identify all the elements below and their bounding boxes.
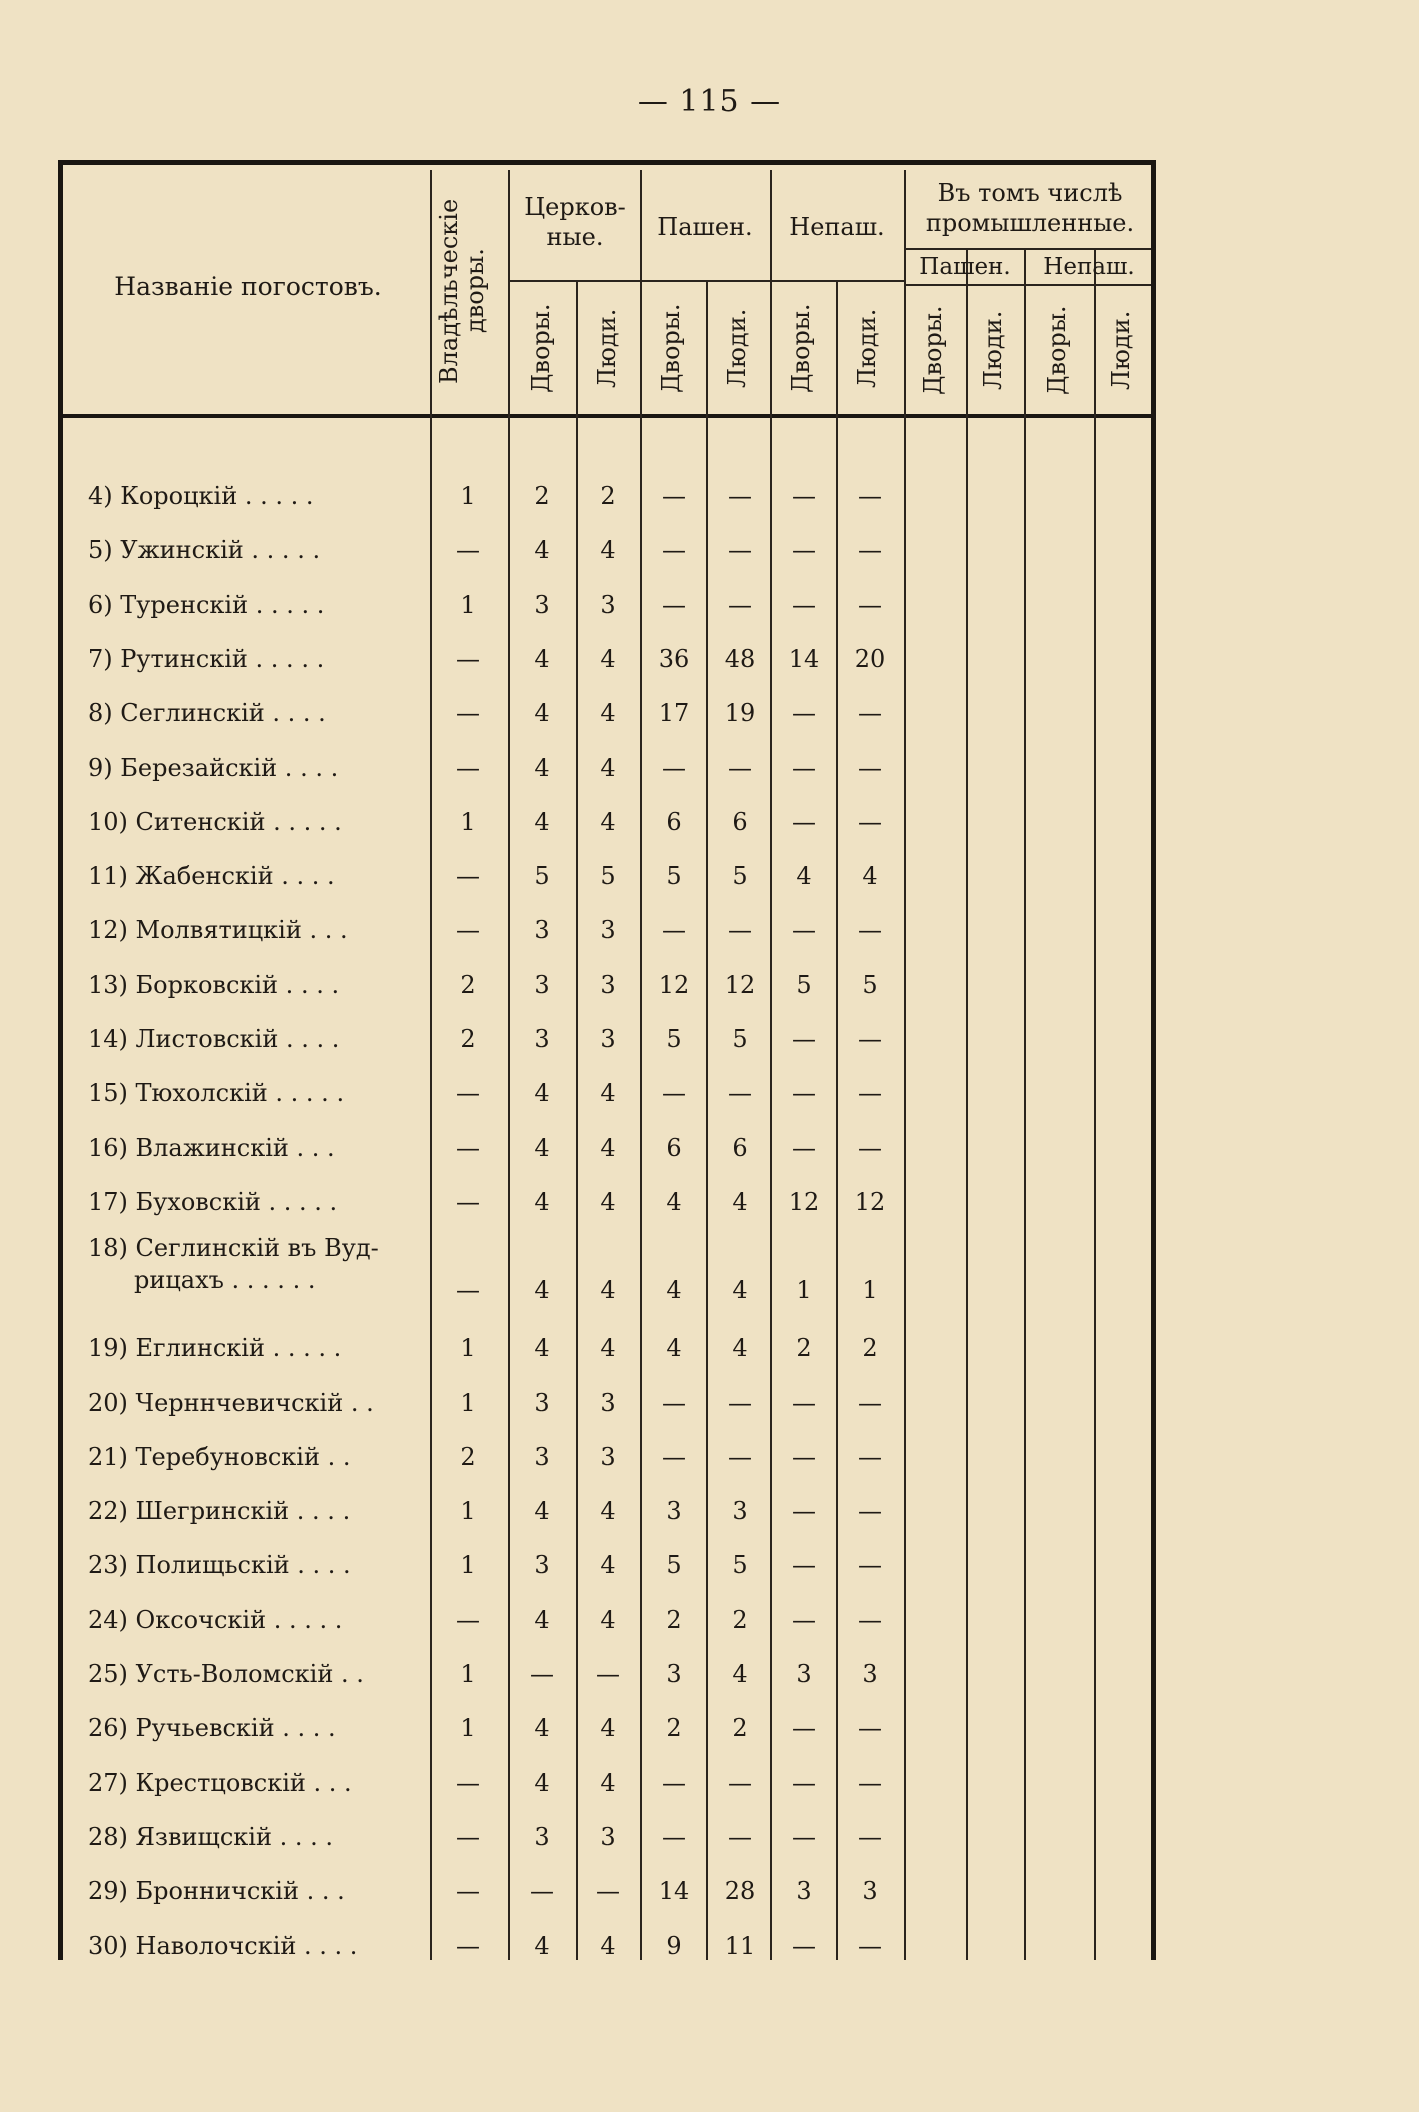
table-row — [58, 472, 1156, 526]
header-vtom-pashen: Пашен. — [919, 254, 1011, 280]
header-vladelcheskie: Владѣльческіе дворы. — [435, 198, 489, 384]
cell-cl: 4 — [600, 1931, 616, 1960]
cell-nl: — — [858, 699, 882, 728]
header-vtom-pashen-dvory: Дворы. — [919, 305, 947, 395]
cell-cd: 4 — [534, 807, 550, 836]
cell-v: 1 — [460, 1714, 476, 1743]
cell-nl: — — [858, 1822, 882, 1851]
cell-nd: — — [792, 916, 816, 945]
cell-nl: — — [858, 1388, 882, 1417]
cell-cl: 3 — [600, 970, 616, 999]
header-line — [904, 248, 1151, 250]
cell-pl: — — [728, 1388, 752, 1417]
cell-nl: — — [858, 1551, 882, 1580]
row-name — [88, 1186, 458, 1218]
cell-nl: — — [858, 1025, 882, 1053]
cell-nl: — — [858, 590, 882, 619]
cell-v: 1 — [460, 1660, 476, 1688]
table-row — [58, 526, 1156, 580]
row-name-line: 14) Листовскій . . . . — [88, 1025, 340, 1053]
table-row — [58, 1704, 1156, 1758]
row-name-line: 12) Молвятицкій . . . — [88, 916, 348, 945]
cell-cd: — — [530, 1877, 554, 1906]
cell-pl: 6 — [732, 807, 748, 836]
cell-cd: 4 — [534, 1334, 550, 1363]
cell-cd: 4 — [534, 699, 550, 728]
cell-cl: 3 — [600, 1822, 616, 1851]
row-name-line: 21) Теребуновскій . . — [88, 1442, 351, 1471]
cell-v: 1 — [460, 590, 476, 619]
row-name-line: 29) Бронничскій . . . — [88, 1877, 345, 1906]
cell-cl: 3 — [600, 1388, 616, 1417]
row-name-line: 23) Полищьскій . . . . — [88, 1551, 351, 1580]
cell-pd: — — [662, 590, 686, 619]
table-row — [58, 1069, 1156, 1123]
cell-nd: — — [792, 536, 816, 565]
cell-v: — — [456, 1133, 480, 1162]
row-name — [88, 1495, 458, 1527]
cell-nd: — — [792, 1025, 816, 1053]
cell-pl: — — [728, 590, 752, 619]
cell-cd: 4 — [534, 1133, 550, 1162]
cell-pd: 3 — [666, 1660, 682, 1688]
cell-cl: — — [596, 1877, 620, 1906]
row-name — [88, 1023, 458, 1055]
cell-nd: — — [792, 590, 816, 619]
cell-cl: 3 — [600, 916, 616, 945]
cell-cl: 4 — [600, 1334, 616, 1363]
cell-cd: 4 — [534, 1079, 550, 1108]
cell-nl: — — [858, 1605, 882, 1634]
header-line — [508, 280, 904, 282]
cell-pd: 4 — [666, 1334, 682, 1363]
row-name-line: 25) Усть-Воломскій . . — [88, 1660, 364, 1688]
row-name — [88, 480, 458, 512]
cell-v: — — [456, 1931, 480, 1960]
row-name — [88, 589, 458, 621]
header-tserkovnye: Церков-ные. — [524, 193, 626, 251]
table-row — [58, 1232, 1156, 1322]
cell-pd: — — [662, 536, 686, 565]
row-name — [88, 752, 458, 784]
row-name-line: 28) Язвищскій . . . . — [88, 1822, 333, 1851]
cell-pd: — — [662, 916, 686, 945]
cell-pl: 6 — [732, 1133, 748, 1162]
table-row — [58, 798, 1156, 852]
row-name-line: рицахъ . . . . . . — [134, 1266, 316, 1295]
header-nepash-dvory: Дворы. — [787, 303, 815, 393]
row-name — [88, 1658, 458, 1690]
row-name-line: 20) Черннчевичскій . . — [88, 1388, 374, 1417]
cell-cl: 3 — [600, 1025, 616, 1053]
header-vtom: Въ томъ числѣ промышленные. — [925, 179, 1135, 237]
cell-cl: 4 — [600, 1079, 616, 1108]
row-name — [88, 1387, 458, 1419]
cell-v: 2 — [460, 970, 476, 999]
cell-nd: 2 — [796, 1334, 812, 1363]
cell-v: — — [456, 1877, 480, 1906]
row-name — [88, 1875, 458, 1907]
table-row — [58, 1379, 1156, 1433]
row-name-line: 10) Ситенскій . . . . . — [88, 807, 342, 836]
cell-pl: — — [728, 1768, 752, 1797]
cell-v: — — [456, 753, 480, 782]
cell-pd: — — [662, 1388, 686, 1417]
header-nepash: Непаш. — [789, 213, 885, 241]
header-vtom-pashen-lyudi: Люди. — [979, 310, 1007, 390]
row-name-line: 5) Ужинскій . . . . . — [88, 536, 321, 565]
cell-v: — — [456, 1822, 480, 1851]
row-name-line: 7) Рутинскій . . . . . — [88, 644, 325, 673]
table-row — [58, 581, 1156, 635]
cell-cd: — — [530, 1660, 554, 1688]
cell-pd: 3 — [666, 1497, 682, 1526]
cell-pd: — — [662, 482, 686, 510]
header-vtom-nepash: Непаш. — [1043, 254, 1135, 280]
cell-v: — — [456, 1187, 480, 1216]
cell-pl: 4 — [732, 1334, 748, 1363]
row-name — [88, 1549, 458, 1581]
cell-nl: — — [858, 1714, 882, 1743]
cell-v: — — [456, 1276, 480, 1305]
cell-cl: 2 — [600, 482, 616, 510]
cell-cd: 5 — [534, 862, 550, 891]
cell-v: 1 — [460, 1497, 476, 1526]
table-row — [58, 635, 1156, 689]
cell-v: — — [456, 699, 480, 728]
header-nepash-lyudi: Люди. — [853, 308, 881, 388]
cell-nd: — — [792, 482, 816, 510]
cell-nl: 3 — [862, 1877, 878, 1906]
header-line — [904, 284, 1151, 286]
cell-nd: 1 — [796, 1276, 812, 1305]
cell-cd: 4 — [534, 1768, 550, 1797]
cell-nl: 12 — [854, 1187, 886, 1216]
cell-nd: 3 — [796, 1660, 812, 1688]
table-row — [58, 852, 1156, 906]
cell-pl: 4 — [732, 1660, 748, 1688]
cell-pd: 2 — [666, 1605, 682, 1634]
cell-cd: 3 — [534, 916, 550, 945]
cell-nl: — — [858, 916, 882, 945]
cell-pd: — — [662, 1768, 686, 1797]
table-row — [58, 1324, 1156, 1378]
row-name-line: 22) Шегринскій . . . . — [88, 1497, 351, 1526]
cell-cl: 4 — [600, 644, 616, 673]
cell-pl: — — [728, 1442, 752, 1471]
cell-nl: 2 — [862, 1334, 878, 1363]
row-name — [88, 1821, 458, 1853]
cell-pd: — — [662, 753, 686, 782]
cell-nd: — — [792, 1551, 816, 1580]
cell-nd: — — [792, 1822, 816, 1851]
cell-pl: 5 — [732, 1551, 748, 1580]
row-name-line: 8) Сеглинскій . . . . — [88, 699, 326, 728]
row-name-line: 13) Борковскій . . . . — [88, 970, 340, 999]
cell-cl: 4 — [600, 536, 616, 565]
cell-nl: — — [858, 1133, 882, 1162]
cell-cl: 3 — [600, 1442, 616, 1471]
cell-nl: — — [858, 807, 882, 836]
cell-pl: 2 — [732, 1605, 748, 1634]
cell-nd: 5 — [796, 970, 812, 999]
row-name-line: 24) Оксочскій . . . . . — [88, 1605, 343, 1634]
cell-nl: — — [858, 1079, 882, 1108]
cell-pl: 3 — [732, 1497, 748, 1526]
table-row — [58, 1487, 1156, 1541]
row-name-line: 19) Еглинскій . . . . . — [88, 1334, 342, 1363]
cell-nl: — — [858, 1768, 882, 1797]
cell-cl: 4 — [600, 1605, 616, 1634]
cell-cl: 4 — [600, 1768, 616, 1797]
cell-nd: — — [792, 699, 816, 728]
header-pashen: Пашен. — [657, 213, 753, 241]
cell-cl: 4 — [600, 1497, 616, 1526]
row-name — [88, 860, 458, 892]
cell-cd: 4 — [534, 1605, 550, 1634]
header-bottom-rule — [58, 414, 1156, 418]
cell-cd: 4 — [534, 644, 550, 673]
table-row — [58, 1813, 1156, 1867]
header-vtom-nepash-dvory: Дворы. — [1043, 305, 1071, 395]
cell-cl: 4 — [600, 1133, 616, 1162]
cell-v: — — [456, 644, 480, 673]
cell-nd: 3 — [796, 1877, 812, 1906]
cell-pd: 17 — [658, 699, 690, 728]
row-name-line: 4) Короцкій . . . . . — [88, 482, 314, 510]
cell-cd: 3 — [534, 1442, 550, 1471]
cell-v: 1 — [460, 1334, 476, 1363]
cell-cd: 3 — [534, 1025, 550, 1053]
cell-pl: 4 — [732, 1187, 748, 1216]
row-name — [88, 1232, 458, 1296]
cell-pl: 11 — [724, 1931, 756, 1960]
cell-cd: 4 — [534, 1187, 550, 1216]
table-row — [58, 1650, 1156, 1704]
cell-cd: 3 — [534, 1388, 550, 1417]
table-row — [58, 1759, 1156, 1813]
row-name — [88, 697, 458, 729]
cell-pl: 2 — [732, 1714, 748, 1743]
cell-nd: — — [792, 1442, 816, 1471]
cell-pd: 6 — [666, 1133, 682, 1162]
table-row — [58, 1596, 1156, 1650]
cell-pl: 4 — [732, 1276, 748, 1305]
cell-v: 2 — [460, 1442, 476, 1471]
cell-pd: 2 — [666, 1714, 682, 1743]
header-tserk-dvory: Дворы. — [527, 303, 555, 393]
cell-pl: 5 — [732, 1025, 748, 1053]
cell-cl: 4 — [600, 1714, 616, 1743]
header-name: Названіе погостовъ. — [114, 272, 382, 301]
row-name-line: 17) Буховскій . . . . . — [88, 1187, 338, 1216]
cell-pd: 4 — [666, 1276, 682, 1305]
cell-pd: 5 — [666, 1551, 682, 1580]
cell-pl: — — [728, 1079, 752, 1108]
cell-cd: 3 — [534, 1551, 550, 1580]
row-name — [88, 1132, 458, 1164]
cell-nl: 4 — [862, 862, 878, 891]
cell-cl: 5 — [600, 862, 616, 891]
cell-v: — — [456, 1768, 480, 1797]
cell-cd: 4 — [534, 1931, 550, 1960]
row-name-line: 27) Крестцовскій . . . — [88, 1768, 352, 1797]
row-name — [88, 969, 458, 1001]
cell-pl: — — [728, 482, 752, 510]
cell-nl: — — [858, 1931, 882, 1960]
row-name — [88, 806, 458, 838]
cell-pd: 9 — [666, 1931, 682, 1960]
cell-pl: 12 — [724, 970, 756, 999]
table-row — [58, 1015, 1156, 1069]
table-row — [58, 1433, 1156, 1487]
cell-v: 1 — [460, 807, 476, 836]
cell-cd: 3 — [534, 1822, 550, 1851]
data-table — [58, 160, 1156, 1960]
cell-pl: — — [728, 536, 752, 565]
cell-cd: 4 — [534, 753, 550, 782]
cell-nd: — — [792, 753, 816, 782]
cell-v: 2 — [460, 1025, 476, 1053]
cell-cl: 4 — [600, 1276, 616, 1305]
cell-pd: 36 — [658, 644, 690, 673]
cell-nd: 14 — [788, 644, 820, 673]
cell-nd: — — [792, 1605, 816, 1634]
cell-pd: 4 — [666, 1187, 682, 1216]
row-name — [88, 1077, 458, 1109]
cell-pl: — — [728, 753, 752, 782]
header-vtom-nepash-lyudi: Люди. — [1107, 310, 1135, 390]
cell-v: — — [456, 1605, 480, 1634]
header-pashen-dvory: Дворы. — [657, 303, 685, 393]
cell-nl: — — [858, 482, 882, 510]
table-row — [58, 1178, 1156, 1232]
row-name-line: 6) Туренскій . . . . . — [88, 590, 325, 619]
cell-pl: 28 — [724, 1877, 756, 1906]
row-name — [88, 914, 458, 946]
cell-cd: 4 — [534, 1714, 550, 1743]
table-row — [58, 1922, 1156, 1976]
table-row — [58, 1124, 1156, 1178]
cell-cd: 4 — [534, 1276, 550, 1305]
cell-pl: 5 — [732, 862, 748, 891]
cell-cd: 2 — [534, 482, 550, 510]
cell-pd: 12 — [658, 970, 690, 999]
table-top-rule — [58, 160, 1156, 165]
cell-cl: 4 — [600, 807, 616, 836]
cell-v: — — [456, 1079, 480, 1108]
row-name-line: 16) Влажинскій . . . — [88, 1133, 335, 1162]
cell-nl: — — [858, 1442, 882, 1471]
row-name-line: 30) Наволочскій . . . . — [88, 1931, 358, 1960]
cell-pd: — — [662, 1079, 686, 1108]
cell-pd: — — [662, 1822, 686, 1851]
cell-cl: 4 — [600, 1187, 616, 1216]
table-row — [58, 689, 1156, 743]
row-name — [88, 643, 458, 675]
cell-cd: 4 — [534, 1497, 550, 1526]
cell-nl: — — [858, 536, 882, 565]
cell-cd: 4 — [534, 536, 550, 565]
cell-pd: 6 — [666, 807, 682, 836]
row-name — [88, 1930, 458, 1962]
cell-pd: — — [662, 1442, 686, 1471]
cell-cl: 4 — [600, 699, 616, 728]
header-pashen-lyudi: Люди. — [723, 308, 751, 388]
cell-pl: — — [728, 916, 752, 945]
cell-nd: — — [792, 1931, 816, 1960]
row-name-line: 26) Ручьевскій . . . . — [88, 1714, 336, 1743]
row-name — [88, 1332, 458, 1364]
cell-nd: — — [792, 1079, 816, 1108]
cell-cl: — — [596, 1660, 620, 1688]
header-tserk-lyudi: Люди. — [593, 308, 621, 388]
cell-nd: 4 — [796, 862, 812, 891]
table-row — [58, 744, 1156, 798]
cell-nd: — — [792, 1714, 816, 1743]
row-name — [88, 1441, 458, 1473]
cell-nd: — — [792, 1768, 816, 1797]
table-row — [58, 906, 1156, 960]
cell-v: 1 — [460, 482, 476, 510]
cell-v: — — [456, 862, 480, 891]
cell-nl: 20 — [854, 644, 886, 673]
cell-cd: 3 — [534, 970, 550, 999]
cell-nd: — — [792, 807, 816, 836]
row-name-line: 18) Сеглинскій въ Вуд- — [88, 1234, 379, 1263]
cell-pd: 5 — [666, 1025, 682, 1053]
cell-nd: — — [792, 1133, 816, 1162]
cell-cd: 3 — [534, 590, 550, 619]
row-name-line: 15) Тюхолскій . . . . . — [88, 1079, 345, 1108]
cell-nl: — — [858, 753, 882, 782]
cell-v: — — [456, 916, 480, 945]
cell-v: 1 — [460, 1551, 476, 1580]
row-name-line: 9) Березайскій . . . . — [88, 753, 339, 782]
cell-cl: 3 — [600, 590, 616, 619]
cell-pd: 5 — [666, 862, 682, 891]
row-name — [88, 1604, 458, 1636]
cell-nl: 1 — [862, 1276, 878, 1305]
cell-v: 1 — [460, 1388, 476, 1417]
cell-nd: — — [792, 1388, 816, 1417]
cell-nl: 3 — [862, 1660, 878, 1688]
row-name-line: 11) Жабенскій . . . . — [88, 862, 335, 891]
cell-nl: 5 — [862, 970, 878, 999]
cell-nl: — — [858, 1497, 882, 1526]
table-row — [58, 1867, 1156, 1921]
table-row — [58, 961, 1156, 1015]
cell-pl: — — [728, 1822, 752, 1851]
row-name — [88, 1767, 458, 1799]
cell-pl: 19 — [724, 699, 756, 728]
cell-pd: 14 — [658, 1877, 690, 1906]
cell-nd: 12 — [788, 1187, 820, 1216]
cell-v: — — [456, 536, 480, 565]
row-name — [88, 534, 458, 566]
row-name — [88, 1712, 458, 1744]
cell-cl: 4 — [600, 1551, 616, 1580]
cell-cl: 4 — [600, 753, 616, 782]
cell-nd: — — [792, 1497, 816, 1526]
table-row — [58, 1541, 1156, 1595]
page-number: — 115 — — [637, 84, 782, 119]
cell-pl: 48 — [724, 644, 756, 673]
